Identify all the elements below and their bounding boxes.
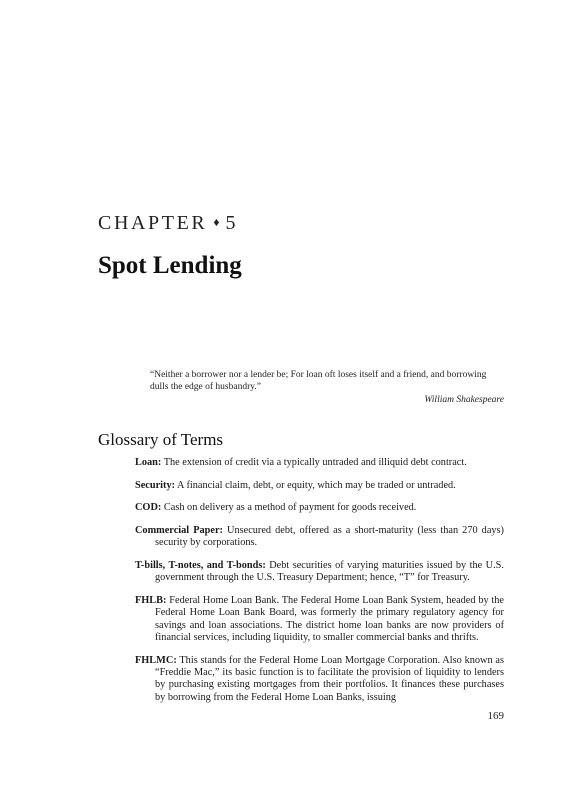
chapter-title: Spot Lending [98,252,242,279]
glossary-definition: This stands for the Federal Home Loan Mortgage Corporation. Also known as “Freddie Mac,” its basic function is to facilitate the provision of liquidity to lenders by purchasing existing mortgages from their portfolios. It finances these purchases by borrowing from the Federal Home Loan Banks, issuing [155,654,504,703]
glossary-term: Commercial Paper: [135,524,223,536]
glossary-entry [135,457,504,469]
glossary-entry [135,595,504,644]
glossary-definition: Unsecured debt, offered as a short-maturity (less than 270 days) security by corporations. [155,524,504,549]
glossary-term: FHLB: [135,594,167,606]
diamond-icon: ♦ [213,215,220,229]
glossary-list [135,457,504,708]
glossary-term: Loan: [135,457,162,468]
epigraph [150,369,504,406]
epigraph-author: William Shakespeare [424,394,504,405]
chapter-number: 5 [225,212,239,234]
glossary-entry [135,502,504,514]
glossary-definition: The extension of credit via a typically untraded and illiquid debt contract. [163,457,467,468]
glossary-term: Security: [135,479,176,491]
glossary-entry [135,655,504,704]
glossary-entry [135,480,504,492]
glossary-definition: Federal Home Loan Bank. The Federal Home Loan Bank System, headed by the Federal Home Loan Bank Board, was formerly the primary regulatory agency for savings and loan associations. The district home loan banks are now providers of financial services, including liquidity, to smaller commercial banks and thrifts. [155,594,504,643]
chapter-word: CHAPTER [98,212,208,234]
glossary-entry [135,525,504,550]
glossary-heading: Glossary of Terms [98,430,224,449]
page-number: 169 [487,710,504,722]
glossary-definition: Cash on delivery as a method of payment for goods received. [163,502,417,514]
glossary-term: T-bills, T-notes, and T-bonds: [135,559,266,571]
epigraph-quote: “Neither a borrower nor a lender be; For loan oft loses itself and a friend, and borrowing dulls the edge of husbandry.” [150,370,487,393]
glossary-definition: Debt securities of varying maturities issued by the U.S. government through the U.S. Treasury Department; hence, “T” for Treasury. [155,559,504,584]
chapter-label [98,210,238,235]
glossary-term: COD: [135,502,162,514]
glossary-entry [135,560,504,585]
glossary-term: FHLMC: [135,654,177,666]
glossary-definition: A financial claim, debt, or equity, which may be traded or untraded. [177,479,456,491]
